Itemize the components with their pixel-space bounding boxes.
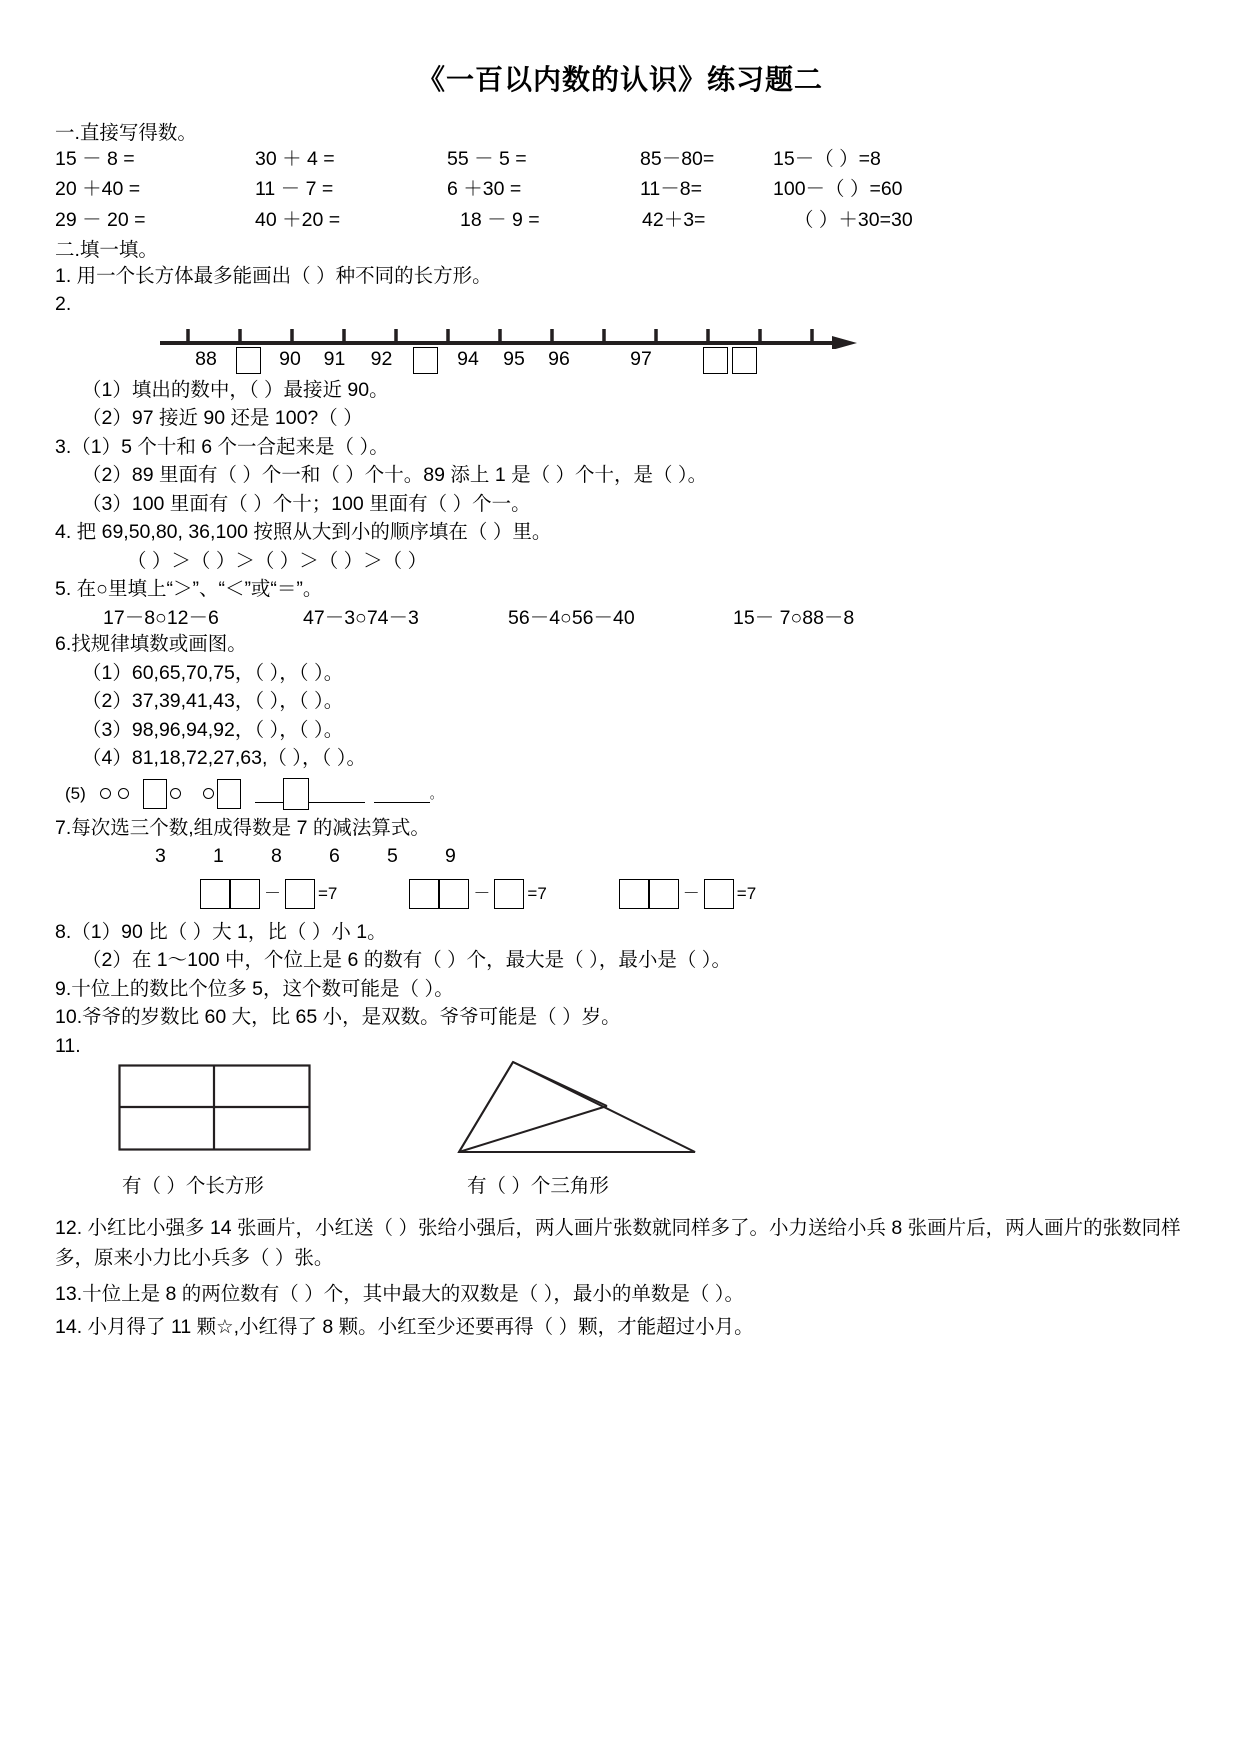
question-3-sub1: 3.（1）5 个十和 6 个一合起来是（ ）。	[55, 435, 389, 458]
section-2-heading: 二.填一填。	[55, 239, 158, 261]
arith-cell: 20 ＋40 =	[55, 178, 141, 200]
pattern-blank-line[interactable]	[255, 784, 283, 803]
question-3-sub3: （3）100 里面有（ ）个十；100 里面有（ ）个一。	[82, 492, 531, 515]
number-line-labels	[185, 347, 759, 374]
rect-count-label: 有（ ）个长方形	[122, 1175, 264, 1197]
question-13: 13.十位上是 8 的两位数有（ ）个，其中最大的双数是（ ），最小的单数是（ ）。	[55, 1282, 745, 1305]
arith-cell: 11－8=	[640, 178, 702, 200]
arith-cell: 15－（ ）=8	[773, 147, 881, 170]
section-1-heading: 一.直接写得数。	[55, 122, 197, 144]
question-8-sub1: 8.（1）90 比（ ）大 1，比（ ）小 1。	[55, 920, 387, 943]
triangle-figure	[455, 1060, 700, 1165]
question-6-sub3: （3）98,96,94,92，（ ），（ ）。	[82, 718, 344, 741]
arith-cell: 42＋3=	[642, 208, 706, 231]
rectangle-grid-figure	[118, 1064, 313, 1152]
numline-blank-box[interactable]	[701, 347, 730, 374]
pattern-square-icon	[283, 778, 309, 810]
worksheet-content	[0, 124, 1240, 1338]
arith-cell: 40 ＋20 =	[255, 208, 341, 231]
answer-box[interactable]	[439, 879, 469, 909]
arith-cell: 55 － 5 =	[447, 147, 527, 170]
number-line-figure	[55, 317, 1192, 381]
minus-sign: －	[264, 884, 281, 903]
question-5: 5. 在○里填上“＞”、“＜”或“＝”。	[55, 578, 323, 600]
pattern-circle-icon	[100, 788, 111, 799]
answer-box[interactable]	[619, 879, 649, 909]
question-6-heading: 6.找规律填数或画图。	[55, 633, 247, 655]
choice-number: 9	[445, 845, 456, 867]
choice-number: 8	[271, 845, 282, 867]
arithmetic-row	[55, 208, 1192, 231]
compare-item: 47－3○74－3	[303, 606, 419, 629]
question-2-sub2: （2）97 接近 90 还是 100?（ ）	[82, 407, 363, 429]
choice-number: 1	[213, 845, 224, 867]
number-line-svg	[160, 317, 860, 349]
answer-box[interactable]	[704, 879, 734, 909]
question-7-equations	[55, 879, 1192, 909]
question-2-sub1: （1）填出的数中，（ ）最接近 90。	[82, 378, 389, 401]
arith-cell: 100－（ ）=60	[773, 178, 903, 200]
pattern-circle-icon	[203, 788, 214, 799]
answer-box[interactable]	[494, 879, 524, 909]
numline-blank-box[interactable]	[405, 347, 445, 374]
arith-cell: 6 ＋30 =	[447, 178, 522, 200]
choice-number: 6	[329, 845, 340, 867]
numline-value: 91	[323, 348, 346, 371]
arithmetic-row	[55, 147, 1192, 170]
numline-value: 88	[195, 348, 217, 371]
question-4: 4. 把 69,50,80, 36,100 按照从大到小的顺序填在（ ）里。	[55, 521, 552, 543]
answer-box[interactable]	[230, 879, 260, 909]
arith-cell: 85－80=	[640, 147, 715, 170]
equation-group	[619, 879, 756, 909]
question-7-heading: 7.每次选三个数,组成得数是 7 的减法算式。	[55, 816, 430, 839]
minus-sign: －	[682, 884, 700, 903]
question-7-numbers	[55, 847, 1192, 867]
numline-value: 97	[630, 348, 652, 371]
numline-value: 90	[279, 348, 301, 371]
sub5-label: (5)	[65, 784, 86, 803]
numline-blank-box[interactable]	[730, 347, 759, 374]
question-14: 14. 小月得了 11 颗☆,小红得了 8 颗。小红至少还要再得（ ）颗，才能超过小月。	[55, 1316, 754, 1339]
question-9: 9.十位上的数比个位多 5，这个数可能是（ ）。	[55, 977, 454, 1000]
equals-result: =7	[318, 884, 338, 903]
pattern-blank-line[interactable]	[309, 784, 365, 803]
equation-group	[409, 879, 546, 909]
arith-cell: 29 － 20 =	[55, 208, 146, 231]
arith-cell: （ ）＋30=30	[794, 208, 913, 231]
question-3-sub2: （2）89 里面有（ ）个一和（ ）个十。89 添上 1 是（ ）个十，是（ ）。	[82, 464, 708, 486]
compare-item: 56－4○56－40	[508, 606, 635, 629]
answer-box[interactable]	[409, 879, 439, 909]
arith-cell: 11 － 7 =	[255, 178, 334, 200]
answer-box[interactable]	[200, 879, 230, 909]
choice-number: 3	[155, 845, 166, 867]
compare-item: 15－ 7○88－8	[733, 606, 855, 629]
question-6-sub2: （2）37,39,41,43，（ ），（ ）。	[82, 690, 344, 712]
sub5-period: 。	[429, 786, 443, 801]
question-11-labels	[55, 1177, 1192, 1197]
pattern-circle-icon	[170, 788, 181, 799]
minus-sign: －	[473, 884, 491, 903]
question-2-number: 2.	[55, 293, 72, 315]
pattern-square-icon	[217, 779, 241, 809]
question-6-sub4: （4）81,18,72,27,63,（ ），（ ）。	[82, 747, 366, 769]
equation-group	[200, 879, 337, 909]
numline-blank-box[interactable]	[227, 347, 269, 374]
page-title: 《一百以内数的认识》练习题二	[416, 65, 823, 96]
arith-cell: 18 － 9 =	[460, 208, 540, 231]
answer-box[interactable]	[649, 879, 679, 909]
choice-number: 5	[387, 845, 398, 867]
compare-item: 17－8○12－6	[103, 606, 219, 629]
numline-value: 96	[548, 348, 570, 371]
question-5-items	[55, 606, 1192, 629]
question-10: 10.爷爷的岁数比 60 大，比 65 小，是双数。爷爷可能是（ ）岁。	[55, 1006, 621, 1028]
question-11-number: 11.	[55, 1034, 81, 1057]
question-1: 1. 用一个长方体最多能画出（ ）种不同的长方形。	[55, 264, 492, 287]
pattern-circle-icon	[118, 788, 129, 799]
pattern-blank-line[interactable]	[374, 784, 430, 803]
question-11-figures	[55, 1060, 1192, 1175]
question-6-sub5	[55, 778, 1192, 810]
triangle-count-label: 有（ ）个三角形	[467, 1175, 609, 1197]
question-12: 12. 小红比小强多 14 张画片，小红送（ ）张给小强后，两人画片张数就同样多了。小力送给小兵 8 张画片后，两人画片的张数同样多，原来小力比小兵多（ ）张。	[55, 1216, 1181, 1269]
numline-value: 92	[370, 348, 393, 371]
numline-value: 95	[503, 348, 525, 371]
answer-box[interactable]	[285, 879, 315, 909]
numline-value: 94	[457, 348, 479, 371]
question-8-sub2: （2）在 1～100 中，个位上是 6 的数有（ ）个，最大是（ ），最小是（ ）。	[82, 949, 731, 971]
pattern-square-icon	[143, 779, 167, 809]
arithmetic-row	[55, 180, 1192, 200]
arith-cell: 30 ＋ 4 =	[255, 147, 335, 170]
arith-cell: 15 － 8 =	[55, 147, 135, 170]
question-6-sub1: （1）60,65,70,75，（ ），（ ）。	[82, 661, 344, 684]
equals-result: =7	[527, 884, 547, 903]
equals-result: =7	[736, 884, 757, 903]
question-4-compare: （ ）＞（ ）＞（ ）＞（ ）＞（ ）	[127, 549, 428, 572]
